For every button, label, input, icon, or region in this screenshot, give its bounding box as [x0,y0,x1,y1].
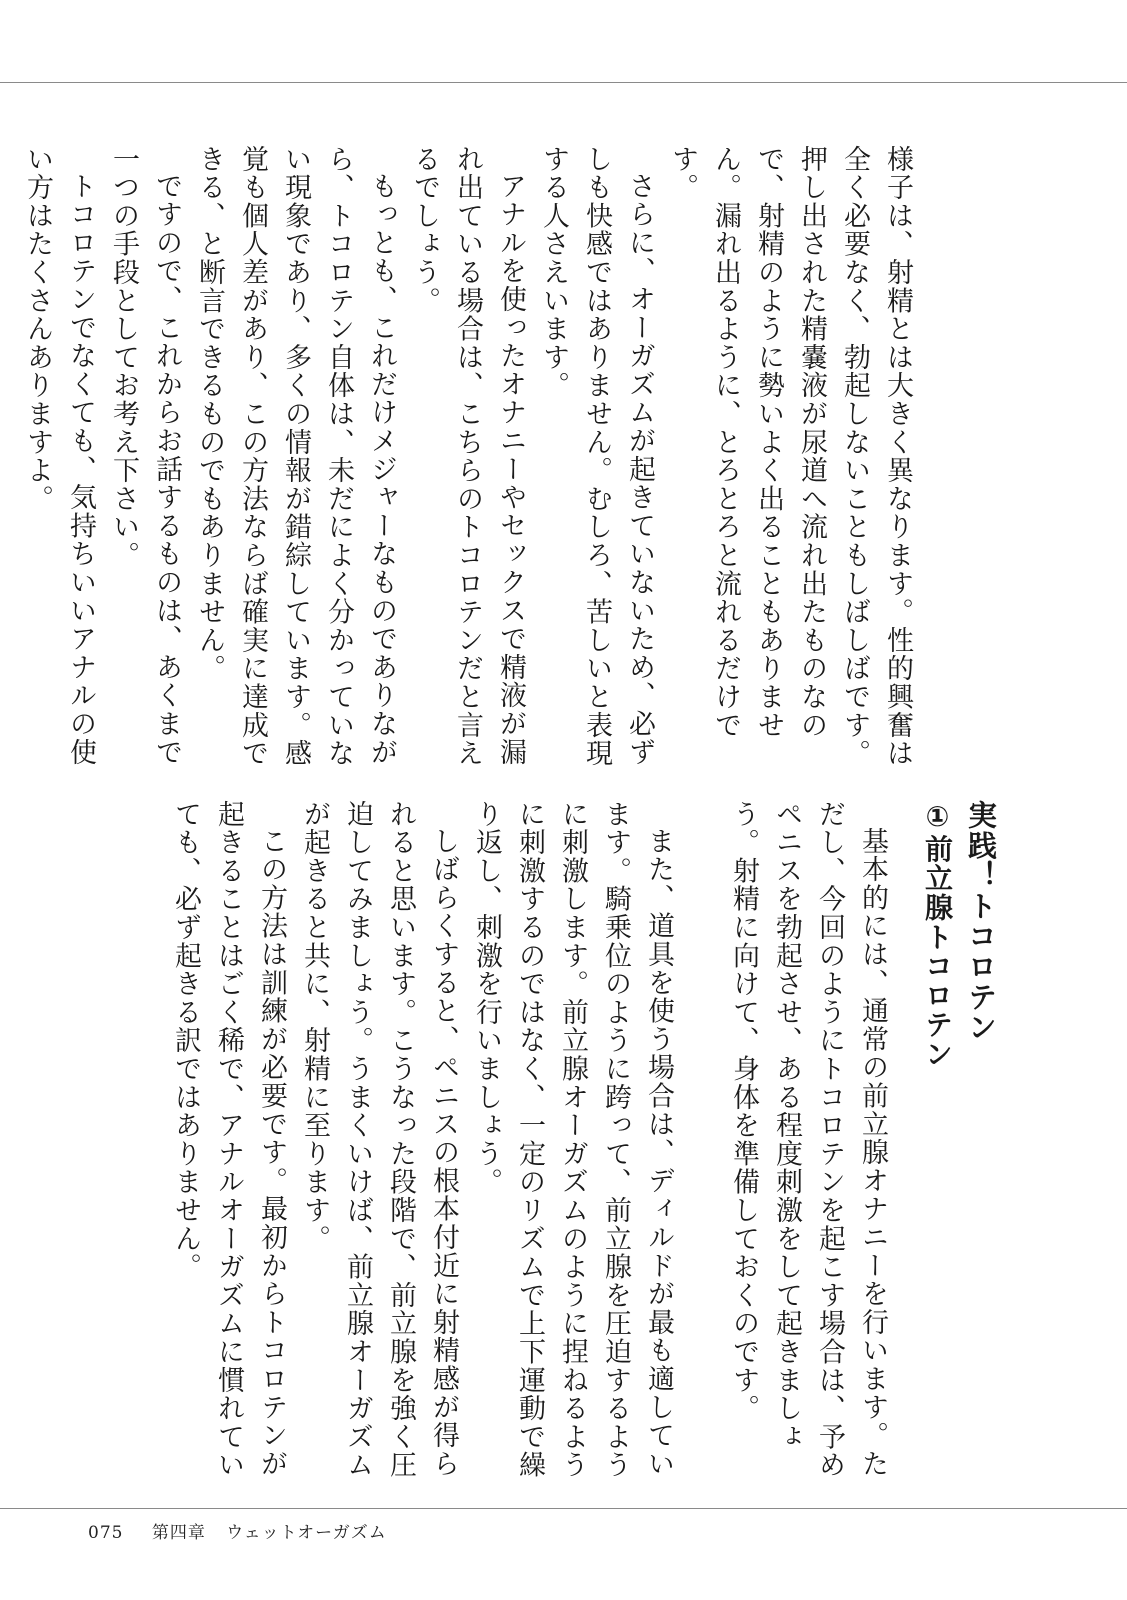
paragraph: アナルを使ったオナニーやセックスで精液が漏れ出ている場合は、こちらのトコロテンだと言えるでしょう。 [409,145,526,768]
paragraph: さらに、オーガズムが起きていないため、必ずしも快感ではありません。むしろ、苦しいと表現する人さえいます。 [538,145,655,768]
paragraph: しばらくすると、ペニスの根本付近に射精感が得られると思います。こうなった段階で、前立腺を強く圧迫してみましょう。うまくいけば、前立腺オーガズムが起きると共に、射精に至ります。 [299,800,459,1480]
page-footer [88,1518,387,1543]
paragraph: 基本的には、通常の前立腺オナニーを行います。ただし、今回のようにトコロテンを起こす場合は、予めペニスを勃起させ、ある程度刺激をして起きましょう。射精に向けて、身体を準備しておくのです。 [728,800,888,1480]
top-rule [0,82,1127,83]
paragraph: トコロテンでなくても、気持ちいいアナルの使い方はたくさんありますよ。 [22,145,96,767]
chapter-title: ウェットオーガズム [226,1523,387,1543]
paragraph: また、道具を使う場合は、ディルドが最も適しています。騎乗位のように跨って、前立腺を圧迫するように刺激します。前立腺オーガズムのように捏ねるように刺激するのではなく、一定のリズムで上下運動で繰り返し、刺激を行いましょう。 [471,800,674,1480]
page-number: 075 [88,1523,124,1543]
chapter-number: 第四章 [151,1523,206,1543]
bottom-rule [0,1508,1127,1509]
paragraph: 様子は、射精とは大きく異なります。性的興奮は全く必要なく、勃起しないこともしばしばです。押し出された精嚢液が尿道へ流れ出たものなので、射精のように勢いよく出ることもありません。漏れ出るように、とろとろと流れるだけです。 [667,145,913,768]
upper-text-block [22,145,919,785]
paragraph: この方法は訓練が必要です。最初からトコロテンが起きることはごく稀で、アナルオーガズムに慣れていても、必ず起きる訳ではありません。 [170,800,287,1480]
paragraph: もっとも、これだけメジャーなものでありながら、トコロテン自体は、未だによく分かっていない現象であり、多くの情報が錯綜しています。感覚も個人差があり、この方法ならば確実に達成できる、と断言できるものでもありません。 [194,145,397,768]
paragraph: ですので、これからお話するものは、あくまで一つの手段としてお考え下さい。 [108,145,182,767]
lower-text-block [122,800,1002,1490]
subsection-title: ①前立腺トコロテン [921,800,954,1069]
section-title: 実践！トコロテン [964,800,998,1043]
